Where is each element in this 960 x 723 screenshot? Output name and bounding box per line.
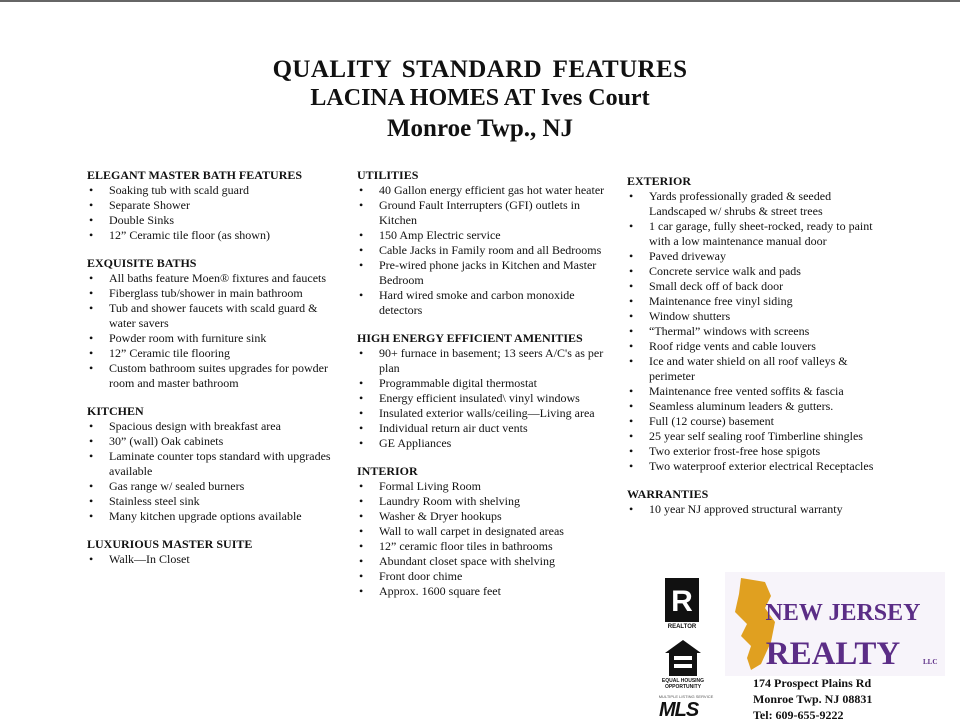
feature-item: • Gas range w/ sealed burners (87, 479, 342, 494)
document-title: QUALITY STANDARD FEATURES (272, 56, 688, 83)
feature-item: • Tub and shower faucets with scald guard & water savers (87, 301, 342, 331)
feature-item: • Energy efficient insulated\ vinyl windows (357, 391, 609, 406)
feature-item: • Paved driveway (627, 249, 882, 264)
feature-item: • All baths feature Moen® fixtures and faucets (87, 271, 342, 286)
feature-item: • Washer & Dryer hookups (357, 509, 609, 524)
feature-item: • Insulated exterior walls/ceiling—Living area (357, 406, 609, 421)
feature-item: • 12” Ceramic tile flooring (87, 346, 342, 361)
feature-item: • 1 car garage, fully sheet-rocked, ready to paint with a low maintenance manual door (627, 219, 882, 249)
equal-housing-icon (663, 638, 703, 678)
feature-item: • Programmable digital thermostat (357, 376, 609, 391)
feature-item: • Ground Fault Interrupters (GFI) outlets in Kitchen (357, 198, 609, 228)
section-title: EXTERIOR (627, 174, 692, 188)
feature-item: • Cable Jacks in Family room and all Bedrooms (357, 243, 609, 258)
section-title: WARRANTIES (627, 487, 709, 501)
address-line-3: Tel: 609-655-9222 (753, 708, 844, 722)
feature-list (357, 346, 609, 451)
feature-item: • Fiberglass tub/shower in main bathroom (87, 286, 342, 301)
realtor-logo (665, 578, 699, 622)
feature-list (87, 552, 342, 567)
feature-item: • Separate Shower (87, 198, 342, 213)
feature-item: • Roof ridge vents and cable louvers (627, 339, 882, 354)
feature-item: • “Thermal” windows with screens (627, 324, 882, 339)
feature-item: • Stainless steel sink (87, 494, 342, 509)
feature-item: • 150 Amp Electric service (357, 228, 609, 243)
document-location: Monroe Twp., NJ (386, 115, 574, 142)
features-column-2 (357, 168, 609, 612)
feature-list (627, 189, 882, 474)
section-title: HIGH ENERGY EFFICIENT AMENITIES (357, 331, 583, 345)
section-title: UTILITIES (357, 168, 419, 182)
brand-line-2: REALTY (765, 636, 901, 672)
section-title: EXQUISITE BATHS (87, 256, 197, 270)
feature-item: • Small deck off of back door (627, 279, 882, 294)
feature-item: • Individual return air duct vents (357, 421, 609, 436)
section-title: LUXURIOUS MASTER SUITE (87, 537, 253, 551)
feature-item: • Laminate counter tops standard with upgrades available (87, 449, 342, 479)
section-title: ELEGANT MASTER BATH FEATURES (87, 168, 303, 182)
feature-item: • Soaking tub with scald guard (87, 183, 342, 198)
brand-line-1: NEW JERSEY (765, 600, 921, 626)
feature-item: • Window shutters (627, 309, 882, 324)
equal-housing-caption: EQUAL HOUSING OPPORTUNITY (661, 678, 705, 690)
feature-item: • Maintenance free vinyl siding (627, 294, 882, 309)
feature-list (87, 183, 342, 243)
feature-list (87, 419, 342, 524)
feature-item: • Spacious design with breakfast area (87, 419, 342, 434)
section-title: KITCHEN (87, 404, 144, 418)
feature-item: • Walk—In Closet (87, 552, 342, 567)
feature-item: • 25 year self sealing roof Timberline shingles (627, 429, 882, 444)
feature-item: • Two exterior frost-free hose spigots (627, 444, 882, 459)
feature-item: • 12” ceramic floor tiles in bathrooms (357, 539, 609, 554)
address-line-2: Monroe Twp. NJ 08831 (753, 692, 873, 706)
office-address (753, 675, 872, 723)
feature-item: • Maintenance free vented soffits & fascia (627, 384, 882, 399)
feature-item: • Hard wired smoke and carbon monoxide detectors (357, 288, 609, 318)
feature-item: • Formal Living Room (357, 479, 609, 494)
features-column-1 (87, 168, 342, 580)
feature-item: • Wall to wall carpet in designated areas (357, 524, 609, 539)
feature-item: • 12” Ceramic tile floor (as shown) (87, 228, 342, 243)
feature-item: • Yards professionally graded & seeded Landscaped w/ shrubs & street trees (627, 189, 882, 219)
realtor-letter: R (671, 585, 693, 618)
feature-item: • Ice and water shield on all roof valleys & perimeter (627, 354, 882, 384)
feature-item: • Concrete service walk and pads (627, 264, 882, 279)
features-column-3 (627, 174, 882, 530)
logo-block (655, 572, 945, 720)
feature-item: • 10 year NJ approved structural warranty (627, 502, 882, 517)
feature-item: • Two waterproof exterior electrical Receptacles (627, 459, 882, 474)
feature-item: • Laundry Room with shelving (357, 494, 609, 509)
feature-list (357, 479, 609, 599)
feature-item: • Powder room with furniture sink (87, 331, 342, 346)
address-line-1: 174 Prospect Plains Rd (753, 676, 872, 690)
feature-item: • Approx. 1600 square feet (357, 584, 609, 599)
realtor-caption: REALTOR (667, 624, 697, 630)
feature-item: • 90+ furnace in basement; 13 seers A/C's as per plan (357, 346, 609, 376)
mls-logo: MLS (659, 699, 699, 721)
mls-caption: MULTIPLE LISTING SERVICE (658, 694, 714, 699)
document-header (0, 56, 960, 146)
feature-item: • Full (12 course) basement (627, 414, 882, 429)
new-jersey-realty-logo (725, 572, 945, 676)
brand-suffix: LLC (923, 658, 938, 666)
feature-list (87, 271, 342, 391)
feature-list (627, 502, 882, 517)
feature-item: • Front door chime (357, 569, 609, 584)
feature-item: • Custom bathroom suites upgrades for powder room and master bathroom (87, 361, 342, 391)
feature-item: • GE Appliances (357, 436, 609, 451)
feature-item: • Pre-wired phone jacks in Kitchen and Master Bedroom (357, 258, 609, 288)
feature-item: • 40 Gallon energy efficient gas hot water heater (357, 183, 609, 198)
feature-item: • Abundant closet space with shelving (357, 554, 609, 569)
section-title: INTERIOR (357, 464, 418, 478)
top-border (0, 0, 960, 2)
feature-item: • 30” (wall) Oak cabinets (87, 434, 342, 449)
feature-item: • Seamless aluminum leaders & gutters. (627, 399, 882, 414)
feature-item: • Double Sinks (87, 213, 342, 228)
feature-list (357, 183, 609, 318)
document-subtitle: LACINA HOMES AT Ives Court (310, 85, 650, 111)
feature-item: • Many kitchen upgrade options available (87, 509, 342, 524)
